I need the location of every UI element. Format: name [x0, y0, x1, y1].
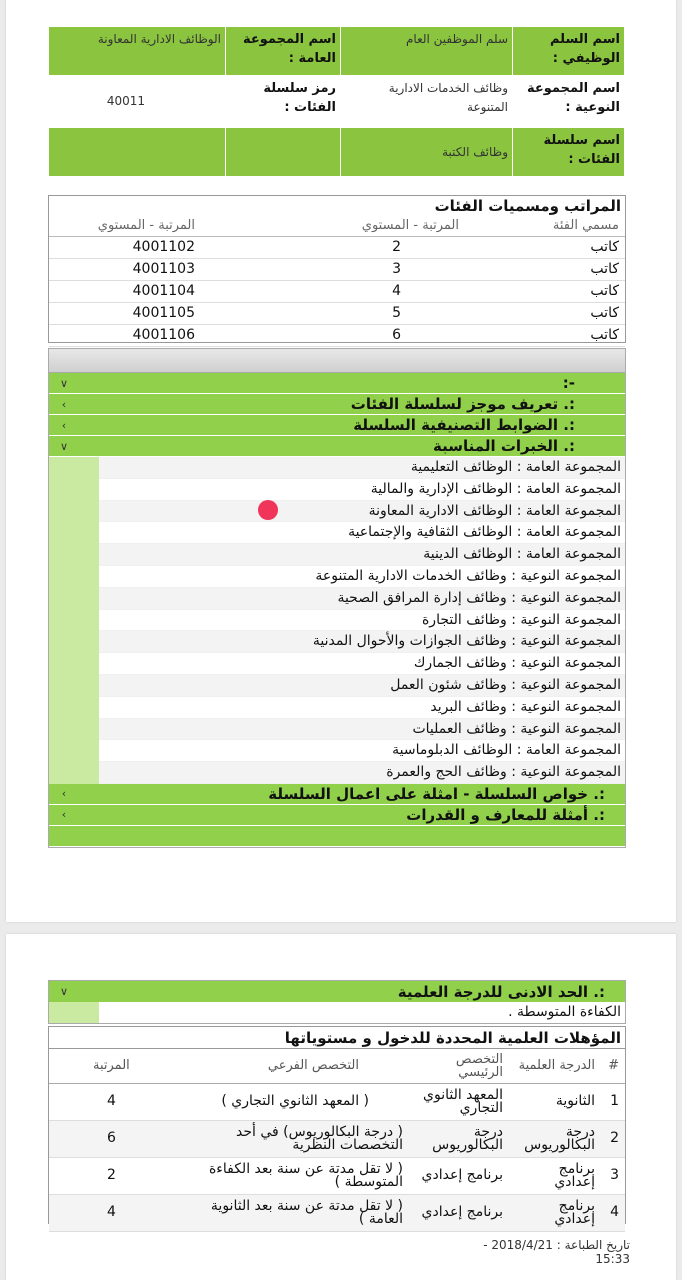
quals-col-rank: المرتبة: [49, 1049, 199, 1083]
qual-number: 1: [601, 1083, 625, 1120]
qual-major: درجة البكالوريوس: [409, 1120, 509, 1157]
ranks-table-box: [48, 195, 626, 343]
accordion-top-row[interactable]: [49, 373, 625, 394]
chevron-left-icon[interactable]: ›: [61, 418, 67, 432]
job-header-table: [48, 26, 625, 177]
accordion-controls[interactable]: [49, 415, 625, 436]
specific-group-label: اسم المجموعة النوعية :: [513, 76, 625, 128]
accordion-definition-label: :. تعريف موجز لسلسلة الفئات: [350, 395, 575, 413]
list-item: المجموعة النوعية : وظائف الجمارك: [99, 653, 625, 675]
min-degree-accordion: [48, 980, 626, 1024]
qual-degree: برنامج إعدادي: [509, 1157, 601, 1194]
experience-list: [49, 457, 625, 784]
rank-name: كاتب: [465, 236, 625, 258]
qualifications-table: [49, 1049, 625, 1232]
qual-degree: درجة البكالوريوس: [509, 1120, 601, 1157]
chevron-down-icon[interactable]: ∨: [59, 439, 69, 453]
general-group-value: الوظائف الادارية المعاونة: [49, 27, 226, 76]
accordion-characteristics-label: :. خواص السلسلة - امثلة على اعمال السلسلة: [268, 784, 605, 803]
qual-minor: ( لا تقل مدتة عن سنة بعد الثانوية العامة ): [199, 1194, 409, 1231]
qual-rank: 2: [49, 1157, 199, 1194]
accordion-experience[interactable]: [49, 436, 625, 457]
series-name-label: اسم سلسلة الفئات :: [513, 128, 625, 177]
chevron-down-icon[interactable]: ∨: [59, 376, 69, 390]
quals-title: المؤهلات العلمية المحددة للدخول و مستوياتها: [49, 1027, 625, 1049]
list-item: المجموعة النوعية : وظائف الخدمات الادارية المتنوعة: [99, 566, 625, 588]
quals-col-degree: الدرجة العلمية: [509, 1049, 601, 1083]
qual-degree: برنامج إعدادي: [509, 1194, 601, 1231]
list-item: المجموعة العامة : الوظائف الدينية: [99, 544, 625, 566]
table-row: [49, 1157, 625, 1194]
ladder-value: سلم الموظفين العام: [341, 27, 513, 76]
list-item: المجموعة العامة : الوظائف الإدارية والمالية: [99, 479, 625, 501]
quals-col-number: #: [601, 1049, 625, 1083]
list-item: المجموعة النوعية : وظائف إدارة المرافق الصحية: [99, 588, 625, 610]
qual-minor: ( المعهد الثانوي التجاري ): [199, 1083, 409, 1120]
ranks-col-code: المرتبة - المستوي: [49, 216, 275, 236]
accordion-header-bar: [49, 349, 625, 373]
series-name-value: وظائف الكتبة: [341, 128, 513, 177]
table-row: [49, 1120, 625, 1157]
list-item: المجموعة النوعية : وظائف التجارة: [99, 610, 625, 632]
accordion-characteristics[interactable]: [49, 784, 625, 805]
list-item: المجموعة النوعية : وظائف البريد: [99, 697, 625, 719]
list-item: المجموعة العامة : الوظائف الدبلوماسية: [99, 740, 625, 762]
min-degree-title: :. الحد الادنى للدرجة العلمية: [397, 982, 605, 1001]
ranks-col-name: مسمي الفئة: [465, 216, 625, 236]
table-row: [49, 1083, 625, 1120]
list-item: المجموعة العامة : الوظائف الثقافية والإجتماعية: [99, 522, 625, 544]
rank-level: 3: [275, 258, 465, 280]
accordion-knowledge[interactable]: [49, 805, 625, 826]
ranks-title: المراتب ومسميات الفئات: [434, 197, 621, 215]
rank-level: 5: [275, 302, 465, 324]
quals-col-minor: التخصص الفرعي: [199, 1049, 409, 1083]
accordion-definition[interactable]: [49, 394, 625, 415]
chevron-left-icon[interactable]: ›: [61, 808, 67, 822]
accordion-min-degree[interactable]: [49, 981, 625, 1002]
ladder-label: اسم السلم الوظيفي :: [513, 27, 625, 76]
print-date: تاريخ الطباعة : 2018/4/21 - 15:33: [483, 1238, 630, 1266]
chevron-down-icon[interactable]: ∨: [59, 985, 69, 998]
list-item: المجموعة النوعية : وظائف شئون العمل: [99, 675, 625, 697]
rank-code: 4001103: [49, 258, 275, 280]
table-row: [49, 302, 625, 324]
accordion-experience-label: :. الخبرات المناسبة: [433, 437, 575, 455]
table-row: [49, 236, 625, 258]
qual-minor: ( درجة البكالوريوس) في أحد التخصصات النظرية: [199, 1120, 409, 1157]
empty-cell: [226, 128, 341, 177]
rank-name: كاتب: [465, 280, 625, 302]
table-row: [49, 280, 625, 302]
qualifications-table-box: [48, 1026, 626, 1227]
rank-name: كاتب: [465, 324, 625, 346]
qual-number: 2: [601, 1120, 625, 1157]
accordion-top-label: -:: [562, 374, 575, 392]
chevron-left-icon[interactable]: ›: [61, 397, 67, 411]
touch-marker: [258, 500, 278, 520]
ranks-table: [49, 216, 625, 347]
rank-code: 4001105: [49, 302, 275, 324]
table-row: [49, 1194, 625, 1231]
table-row: [49, 324, 625, 346]
qual-major: برنامج إعدادي: [409, 1194, 509, 1231]
specific-group-value: وظائف الخدمات الادارية المتنوعة: [341, 76, 513, 128]
qual-number: 3: [601, 1157, 625, 1194]
min-degree-value: الكفاءة المتوسطة .: [99, 1002, 625, 1023]
qual-major: برنامج إعدادي: [409, 1157, 509, 1194]
list-item: المجموعة النوعية : وظائف العمليات: [99, 719, 625, 741]
list-item: المجموعة العامة : الوظائف الادارية المعاونة: [99, 501, 625, 523]
rank-level: 6: [275, 324, 465, 346]
accordion-knowledge-label: :. أمثلة للمعارف و القدرات: [406, 805, 605, 824]
qual-rank: 4: [49, 1083, 199, 1120]
rank-level: 2: [275, 236, 465, 258]
qual-minor: ( لا تقل مدتة عن سنة بعد الكفاءة المتوسطة ): [199, 1157, 409, 1194]
qual-major: المعهد الثانوي التجاري: [409, 1083, 509, 1120]
table-row: [49, 258, 625, 280]
rank-name: كاتب: [465, 302, 625, 324]
ranks-col-rank: المرتبة - المستوي: [275, 216, 465, 236]
general-group-label: اسم المجموعة العامة :: [226, 27, 341, 76]
list-item: المجموعة النوعية : وظائف الجوازات والأحوال المدنية: [99, 631, 625, 653]
rank-code: 4001104: [49, 280, 275, 302]
series-code-value: 40011: [49, 76, 226, 128]
qual-rank: 4: [49, 1194, 199, 1231]
list-side-bar: [49, 457, 99, 784]
list-item: المجموعة النوعية : وظائف الحج والعمرة: [99, 762, 625, 784]
details-accordion: [48, 348, 626, 848]
rank-name: كاتب: [465, 258, 625, 280]
accordion-controls-label: :. الضوابط التصنيفية السلسلة: [353, 416, 575, 434]
qual-number: 4: [601, 1194, 625, 1231]
quals-col-major: التخصص الرئيسي: [409, 1049, 509, 1083]
list-item: المجموعة العامة : الوظائف التعليمية: [99, 457, 625, 479]
qual-degree: الثانوية: [509, 1083, 601, 1120]
rank-code: 4001102: [49, 236, 275, 258]
chevron-left-icon[interactable]: ›: [61, 787, 67, 801]
accordion-footer-row: [49, 826, 625, 847]
rank-level: 4: [275, 280, 465, 302]
qual-rank: 6: [49, 1120, 199, 1157]
rank-code: 4001106: [49, 324, 275, 346]
list-side-bar: [49, 1002, 99, 1023]
series-code-label: رمز سلسلة الفئات :: [226, 76, 341, 128]
empty-cell: [49, 128, 226, 177]
